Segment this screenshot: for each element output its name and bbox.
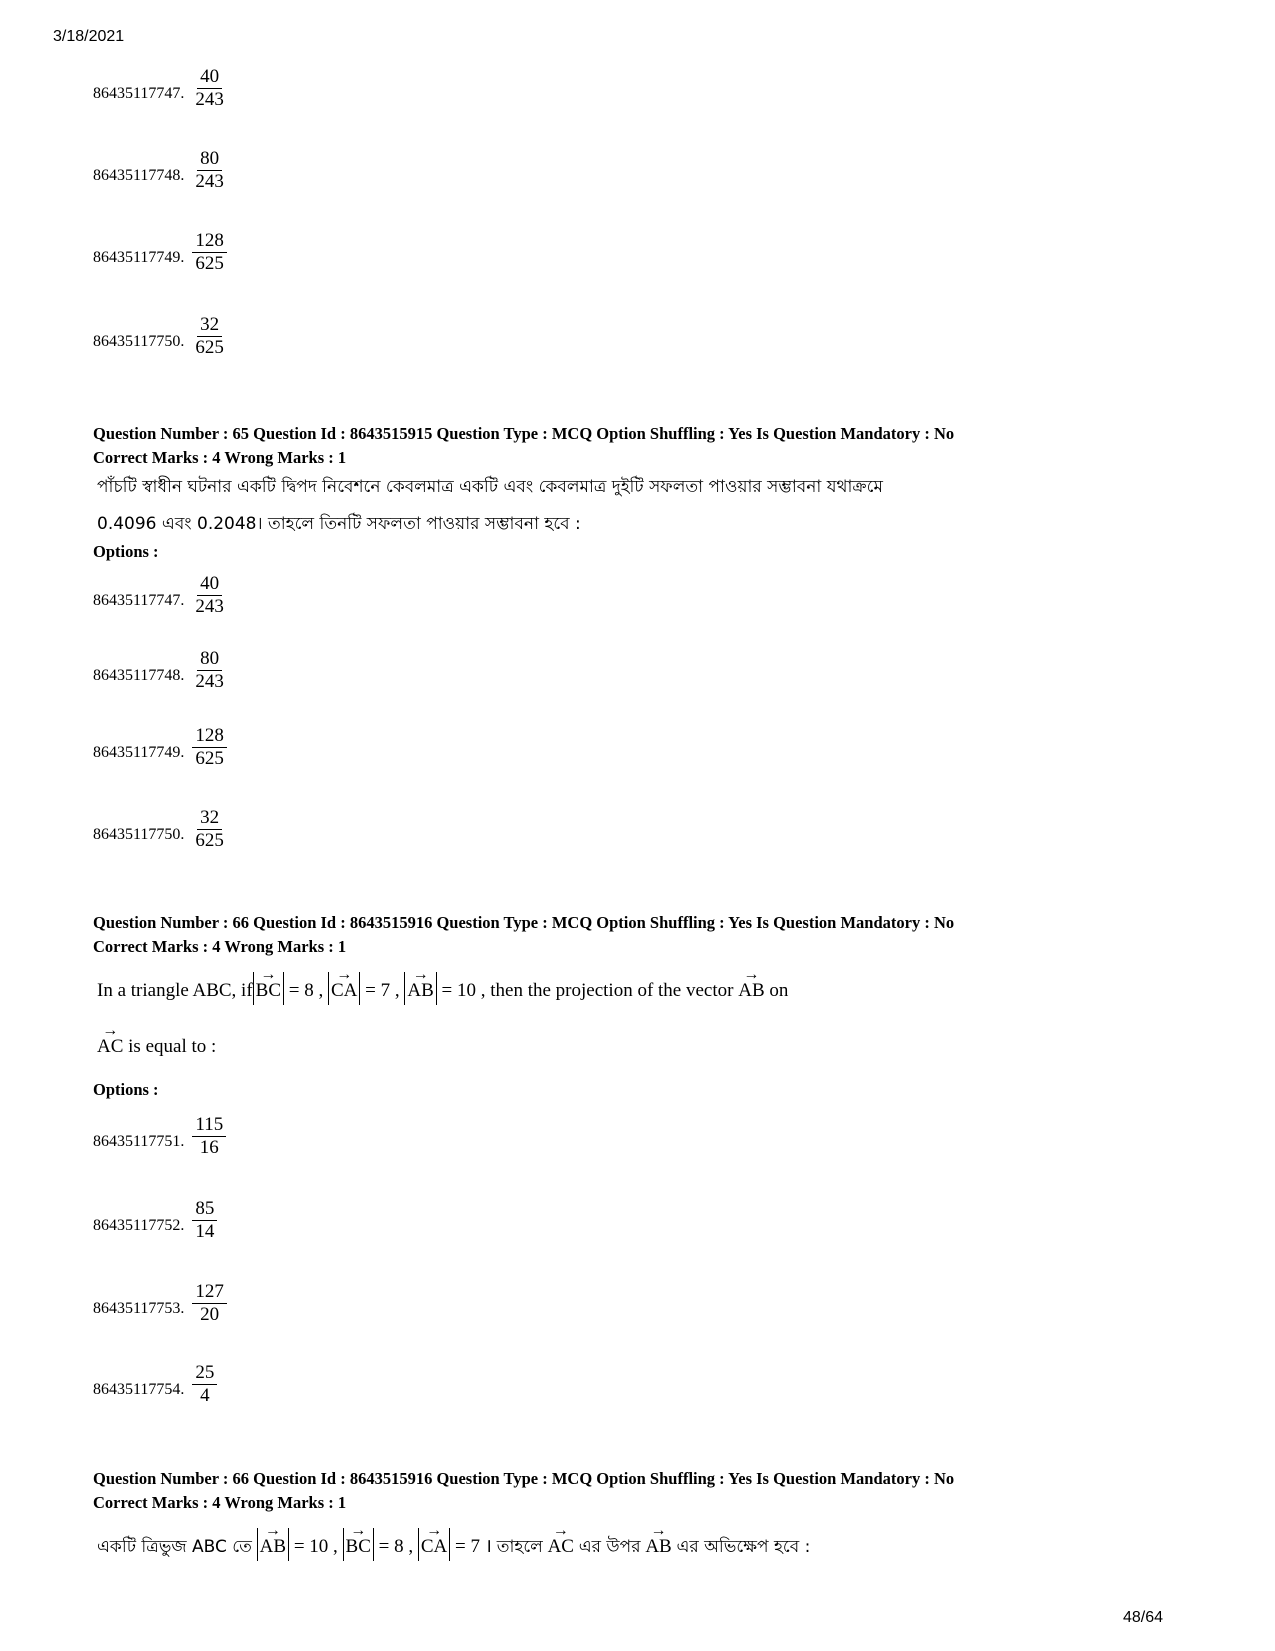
option-fraction: [192, 807, 227, 852]
text-fragment: = 10 ,: [441, 980, 486, 1001]
numerator: 115: [192, 1114, 226, 1137]
question-meta: Question Number : 66 Question Id : 8643515916 Question Type : MCQ Option Shuffling : Yes Is Question Mandatory : No: [93, 913, 955, 932]
option-fraction: [192, 314, 227, 359]
denominator: 14: [195, 1221, 215, 1242]
text-fragment: then the projection of the vector: [490, 980, 734, 1001]
option-id: 86435117753.: [93, 1300, 185, 1317]
option-row: [93, 1354, 217, 1406]
numerator: 128: [192, 725, 227, 748]
vector-arrow-icon: →: [260, 966, 277, 983]
option-fraction: [192, 725, 227, 770]
magnitude-bc: [253, 966, 284, 1005]
option-row: [93, 222, 227, 274]
vector-ac: [97, 1022, 124, 1057]
vector-ab: [645, 1522, 672, 1557]
option-row: [93, 140, 227, 192]
numerator: 40: [197, 573, 222, 596]
option-row: [93, 640, 227, 692]
vector-ab: [407, 966, 434, 1001]
numerator: 80: [197, 148, 222, 171]
text-fragment: = 8 ,: [288, 980, 324, 1001]
denominator: 243: [195, 89, 224, 110]
numerator: 32: [197, 807, 222, 830]
vector-ab: [738, 966, 765, 1001]
option-id: 86435117754.: [93, 1381, 185, 1398]
magnitude-ab: [257, 1522, 289, 1561]
denominator: 625: [195, 748, 224, 769]
option-row: [93, 717, 227, 769]
option-fraction: [192, 230, 227, 275]
vector-label: AB: [738, 980, 765, 1001]
text-fragment: on: [769, 980, 789, 1001]
vector-label: BC: [255, 980, 282, 1001]
question-text: পাঁচটি স্বাধীন ঘটনার একটি দ্বিপদ নিবেশনে কেবলমাত্র একটি এবং কেবলমাত্র দুইটি সফলতা পাওয়ার সম্ভাবনা যথাক্রমে: [97, 477, 883, 497]
option-fraction: [192, 1198, 217, 1243]
vector-label: AC: [547, 1536, 574, 1557]
denominator: 243: [195, 671, 224, 692]
page-number: 48/64: [1122, 1609, 1163, 1626]
question-header: [93, 422, 954, 470]
option-row: [93, 58, 227, 110]
text-fragment: = 7 ,: [365, 980, 400, 1001]
option-fraction: [192, 1281, 227, 1326]
option-id: 86435117749.: [93, 744, 185, 761]
vector-label: AB: [645, 1536, 672, 1557]
denominator: 625: [195, 337, 224, 358]
option-row: [93, 1106, 226, 1158]
vector-arrow-icon: →: [743, 966, 760, 983]
denominator: 4: [200, 1385, 210, 1406]
question-marks: Correct Marks : 4 Wrong Marks : 1: [93, 448, 347, 467]
vector-label: CA: [420, 1536, 448, 1557]
question-header: [93, 911, 954, 959]
question-header: [93, 1467, 954, 1515]
vector-ca: [420, 1522, 448, 1557]
vector-arrow-icon: →: [336, 966, 353, 983]
text-fragment: একটি ত্রিভুজ ABC তে: [97, 1537, 252, 1557]
denominator: 243: [195, 596, 224, 617]
options-label: Options :: [93, 1080, 159, 1099]
denominator: 625: [195, 830, 224, 851]
magnitude-ab: [404, 966, 436, 1005]
vector-arrow-icon: →: [102, 1022, 119, 1039]
option-fraction: [192, 648, 227, 693]
magnitude-ca: [418, 1522, 450, 1561]
vector-label: CA: [331, 980, 358, 1001]
option-fraction: [192, 66, 227, 111]
text-fragment: তাহলে: [496, 1537, 543, 1557]
question-marks: Correct Marks : 4 Wrong Marks : 1: [93, 1493, 347, 1512]
magnitude-ca: [328, 966, 360, 1005]
option-row: [93, 565, 227, 617]
vector-ca: [331, 966, 358, 1001]
vector-arrow-icon: →: [412, 966, 429, 983]
numerator: 80: [197, 648, 222, 671]
text-fragment: is equal to :: [128, 1036, 217, 1057]
question-text: 0.4096 এবং 0.2048। তাহলে তিনটি সফলতা পাওয়ার সম্ভাবনা হবে :: [97, 514, 581, 534]
option-row: [93, 799, 227, 851]
question-meta: Question Number : 66 Question Id : 8643515916 Question Type : MCQ Option Shuffling : Yes Is Question Mandatory : No: [93, 1469, 955, 1488]
option-id: 86435117752.: [93, 1217, 185, 1234]
magnitude-bc: [343, 1522, 374, 1561]
question-marks: Correct Marks : 4 Wrong Marks : 1: [93, 937, 347, 956]
vector-arrow-icon: →: [264, 1522, 281, 1539]
print-date: 3/18/2021: [53, 28, 125, 45]
numerator: 40: [197, 66, 222, 89]
option-fraction: [192, 573, 227, 618]
vector-bc: [255, 966, 282, 1001]
option-fraction: [192, 1362, 217, 1407]
question-text: [97, 1022, 217, 1061]
option-id: 86435117748.: [93, 667, 185, 684]
denominator: 20: [200, 1304, 220, 1325]
option-row: [93, 1273, 227, 1325]
denominator: 16: [199, 1137, 219, 1158]
question-text: [97, 1522, 811, 1561]
vector-ac: [547, 1522, 574, 1557]
question-meta: Question Number : 65 Question Id : 8643515915 Question Type : MCQ Option Shuffling : Yes Is Question Mandatory : No: [93, 424, 955, 443]
vector-ab: [259, 1522, 287, 1557]
vector-label: AB: [407, 980, 434, 1001]
text-fragment: এর অভিক্ষেপ হবে :: [676, 1537, 811, 1557]
text-fragment: = 8 ,: [378, 1536, 414, 1557]
option-id: 86435117747.: [93, 592, 185, 609]
option-id: 86435117748.: [93, 167, 185, 184]
vector-bc: [345, 1522, 371, 1557]
vector-arrow-icon: →: [650, 1522, 667, 1539]
numerator: 32: [197, 314, 222, 337]
question-text: [97, 966, 789, 1005]
option-id: 86435117750.: [93, 333, 185, 350]
vector-label: AB: [259, 1536, 287, 1557]
text-fragment: In a triangle ABC, if: [97, 980, 253, 1001]
vector-arrow-icon: →: [350, 1522, 367, 1539]
numerator: 25: [192, 1362, 217, 1385]
numerator: 128: [192, 230, 227, 253]
option-id: 86435117751.: [93, 1133, 185, 1150]
vector-label: BC: [345, 1536, 371, 1557]
numerator: 127: [192, 1281, 227, 1304]
option-fraction: [192, 1114, 226, 1159]
text-fragment: এর উপর: [578, 1537, 641, 1557]
text-fragment: = 10 ,: [293, 1536, 338, 1557]
option-id: 86435117747.: [93, 85, 185, 102]
denominator: 625: [195, 253, 224, 274]
option-fraction: [192, 148, 227, 193]
denominator: 243: [195, 171, 224, 192]
text-fragment: = 7 ।: [455, 1536, 492, 1557]
numerator: 85: [192, 1198, 217, 1221]
vector-arrow-icon: →: [426, 1522, 443, 1539]
vector-arrow-icon: →: [552, 1522, 569, 1539]
option-id: 86435117750.: [93, 826, 185, 843]
options-label: Options :: [93, 542, 159, 561]
option-id: 86435117749.: [93, 249, 185, 266]
vector-label: AC: [97, 1036, 124, 1057]
option-row: [93, 1190, 217, 1242]
option-row: [93, 306, 227, 358]
